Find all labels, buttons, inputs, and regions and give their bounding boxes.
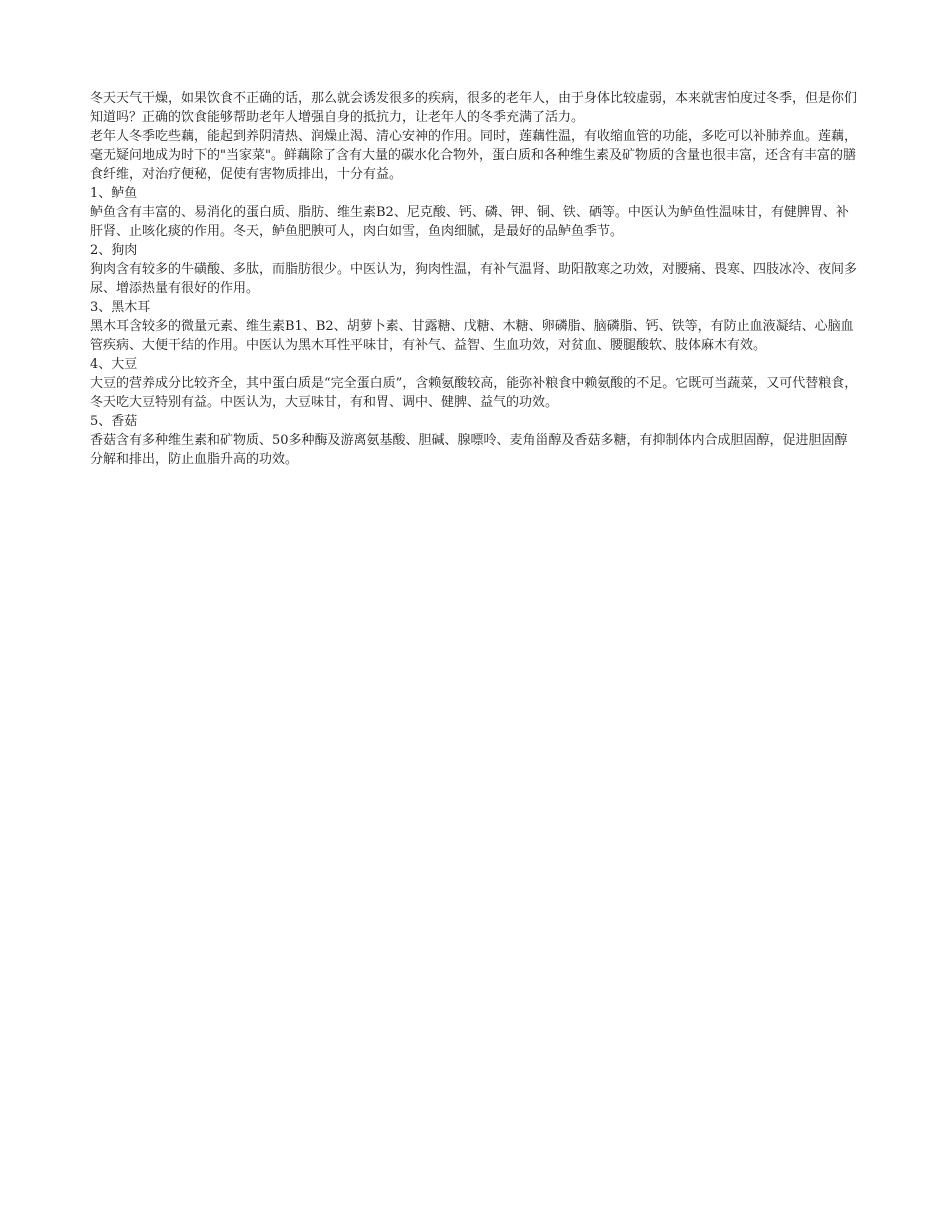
section-heading-shiitake: 5、香菇: [90, 414, 138, 429]
intro-paragraph: 冬天天气干燥，如果饮食不正确的话，那么就会诱发很多的疾病，很多的老年人，由于身体比较虚弱，本来就害怕度过冬季，但是你们知道吗？正确的饮食能够帮助老年人增强自身的抵抗力，让老年人的冬季充满了活力。: [90, 91, 858, 125]
lotus-root-paragraph: 老年人冬季吃些藕，能起到养阴清热、润燥止渴、清心安神的作用。同时，莲藕性温，有收缩血管的功能，多吃可以补肺养血。莲藕，毫无疑问地成为时下的"当家菜"。鲜藕除了含有大量的碳水化合物外，蛋白质和各种维生素及矿物质的含量也很丰富，还含有丰富的膳食纤维，对治疗便秘，促使有害物质排出，十分有益。: [90, 129, 858, 182]
section-heading-soybean: 4、大豆: [90, 357, 138, 372]
section-body-soybean: 大豆的营养成分比较齐全，其中蛋白质是“完全蛋白质”，含赖氨酸较高，能弥补粮食中赖氨酸的不足。它既可当蔬菜，又可代替粮食，冬天吃大豆特别有益。中医认为，大豆味甘，有和胃、调中、健脾、益气的功效。: [90, 376, 858, 410]
section-heading-dog-meat: 2、狗肉: [90, 243, 138, 258]
section-body-dog-meat: 狗肉含有较多的牛磺酸、多肽，而脂肪很少。中医认为，狗肉性温，有补气温肾、助阳散寒之功效，对腰痛、畏寒、四肢冰冷、夜间多尿、增添热量有很好的作用。: [90, 262, 858, 296]
document-page: [90, 89, 860, 469]
section-body-shiitake: 香菇含有多种维生素和矿物质、50多种酶及游离氨基酸、胆碱、腺嘌呤、麦角甾醇及香菇多糖，有抑制体内合成胆固醇，促进胆固醇分解和排出，防止血脂升高的功效。: [90, 433, 848, 467]
section-body-perch: 鲈鱼含有丰富的、易消化的蛋白质、脂肪、维生素B2、尼克酸、钙、磷、钾、铜、铁、硒等。中医认为鲈鱼性温味甘，有健脾胃、补肝肾、止咳化痰的作用。冬天，鲈鱼肥腴可人，肉白如雪，鱼肉细腻，是最好的品鲈鱼季节。: [90, 205, 849, 239]
section-body-black-fungus: 黑木耳含较多的微量元素、维生素B1、B2、胡萝卜素、甘露糖、戊糖、木糖、卵磷脂、脑磷脂、钙、铁等，有防止血液凝结、心脑血管疾病、大便干结的作用。中医认为黑木耳性平味甘，有补气、益智、生血功效，对贫血、腰腿酸软、肢体麻木有效。: [90, 319, 854, 353]
section-heading-black-fungus: 3、黑木耳: [90, 300, 151, 315]
section-heading-perch: 1、鲈鱼: [90, 186, 138, 201]
